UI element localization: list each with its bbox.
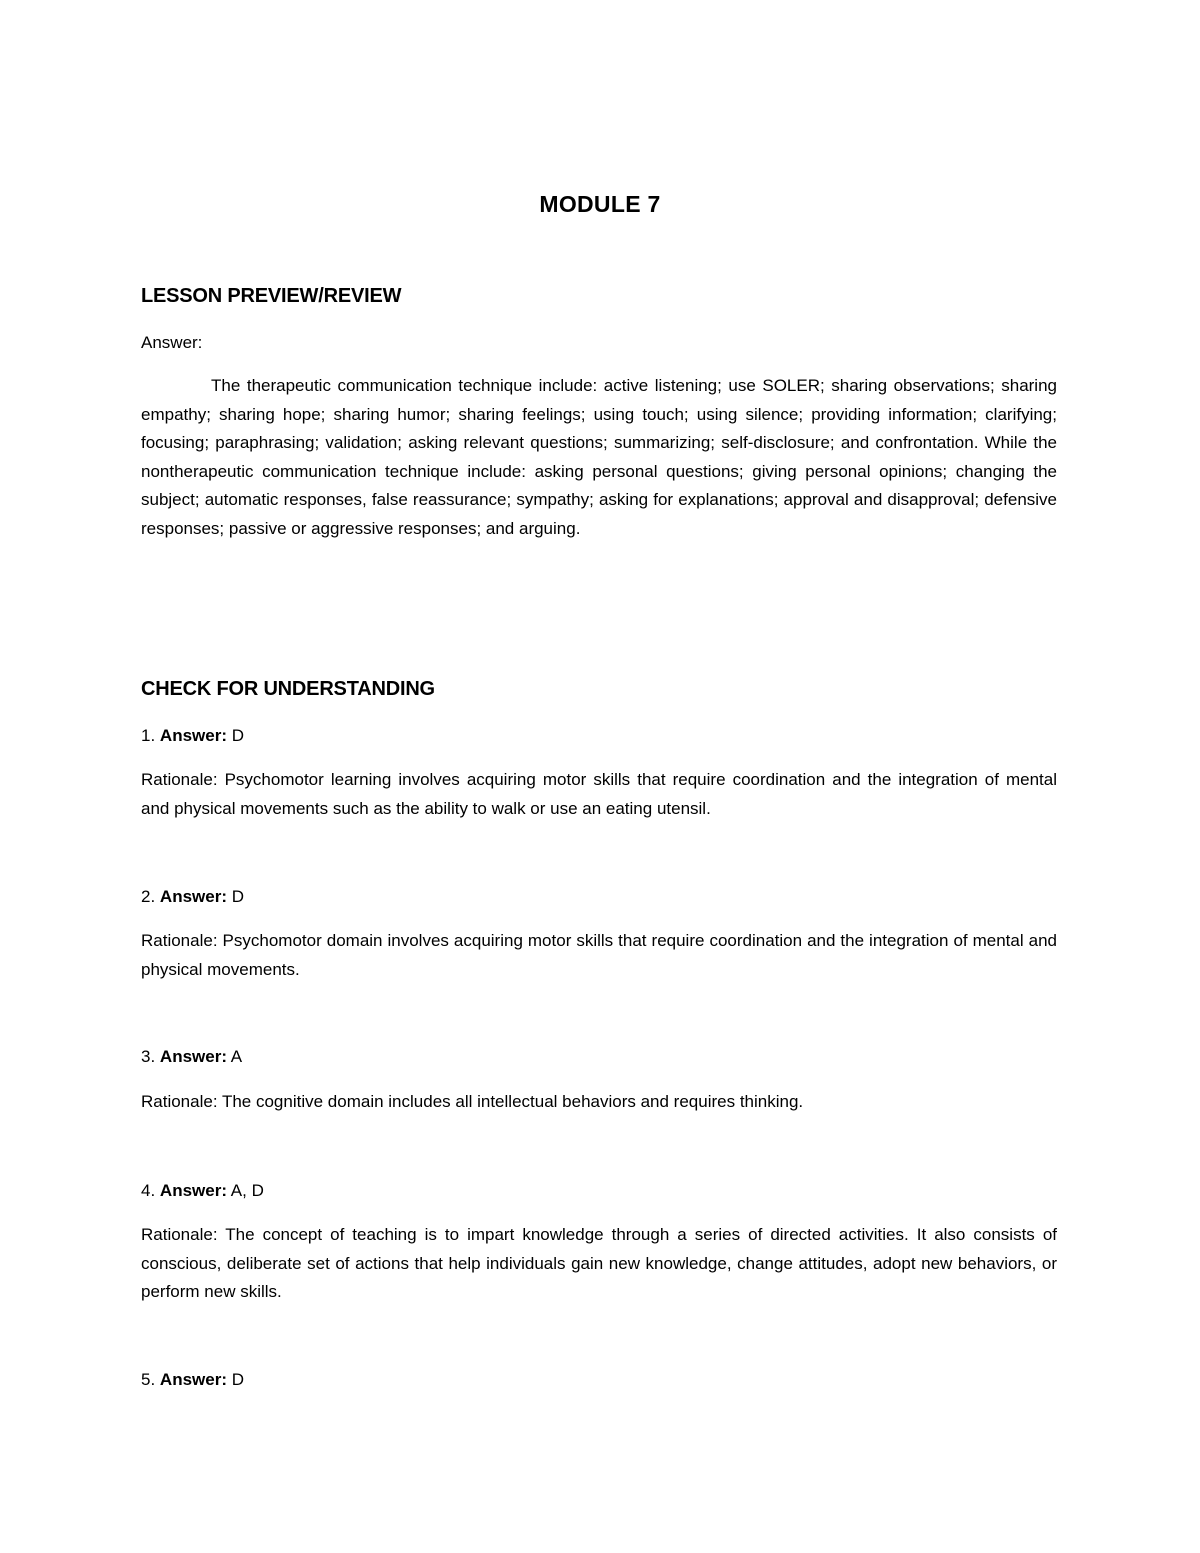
question-number: 5. [141,1370,156,1389]
answer-label: Answer: [159,726,227,745]
question-4-rationale: Rationale: The concept of teaching is to impart knowledge through a series of directed activities. It also consists of conscious, deliberate set of actions that help individuals gain new knowledge, change attitudes, adopt new behaviors, or perform new skills. [141,1225,1057,1302]
answer-label: Answer: [159,1181,227,1200]
question-number: 2. [141,887,156,906]
answer-label: Answer: [159,1047,227,1066]
question-2-rationale: Rationale: Psychomotor domain involves acquiring motor skills that require coordination and the integration of mental and physical movements. [141,931,1057,979]
answer-value: A, D [230,1181,264,1200]
question-number: 3. [141,1047,156,1066]
question-1-answer [141,724,1057,748]
question-3-rationale: Rationale: The cognitive domain includes all intellectual behaviors and requires thinking. [141,1092,804,1111]
lesson-answer-label: Answer: [141,333,203,352]
question-4-answer [141,1179,1057,1203]
answer-label: Answer: [159,1370,227,1389]
check-understanding-heading: CHECK FOR UNDERSTANDING [141,678,435,700]
question-number: 1. [141,726,156,745]
page-title: MODULE 7 [539,191,661,217]
answer-value: D [231,726,245,745]
question-5-answer [141,1368,1057,1392]
answer-value: A [230,1047,243,1066]
question-3-answer [141,1045,1057,1069]
question-1-rationale: Rationale: Psychomotor learning involves acquiring motor skills that require coordination and the integration of mental and physical movements such as the ability to walk or use an eating utensil. [141,770,1057,818]
question-number: 4. [141,1181,156,1200]
lesson-answer-paragraph: The therapeutic communication technique include: active listening; use SOLER; sharing observations; sharing empathy; sharing hope; sharing humor; sharing feelings; using touch; using silence; providing information; clarifying; focusing; paraphrasing; validation; asking relevant questions; summarizing; self-disclosure; and confrontation. While the nontherapeutic communication technique include: asking personal questions; giving personal opinions; changing the subject; automatic responses, false reassurance; sympathy; asking for explanations; approval and disapproval; defensive responses; passive or aggressive responses; and arguing. [141,376,1057,538]
answer-label: Answer: [159,887,227,906]
answer-value: D [231,1370,245,1389]
lesson-preview-heading: LESSON PREVIEW/REVIEW [141,285,402,307]
answer-value: D [231,887,245,906]
question-2-answer [141,885,1057,909]
